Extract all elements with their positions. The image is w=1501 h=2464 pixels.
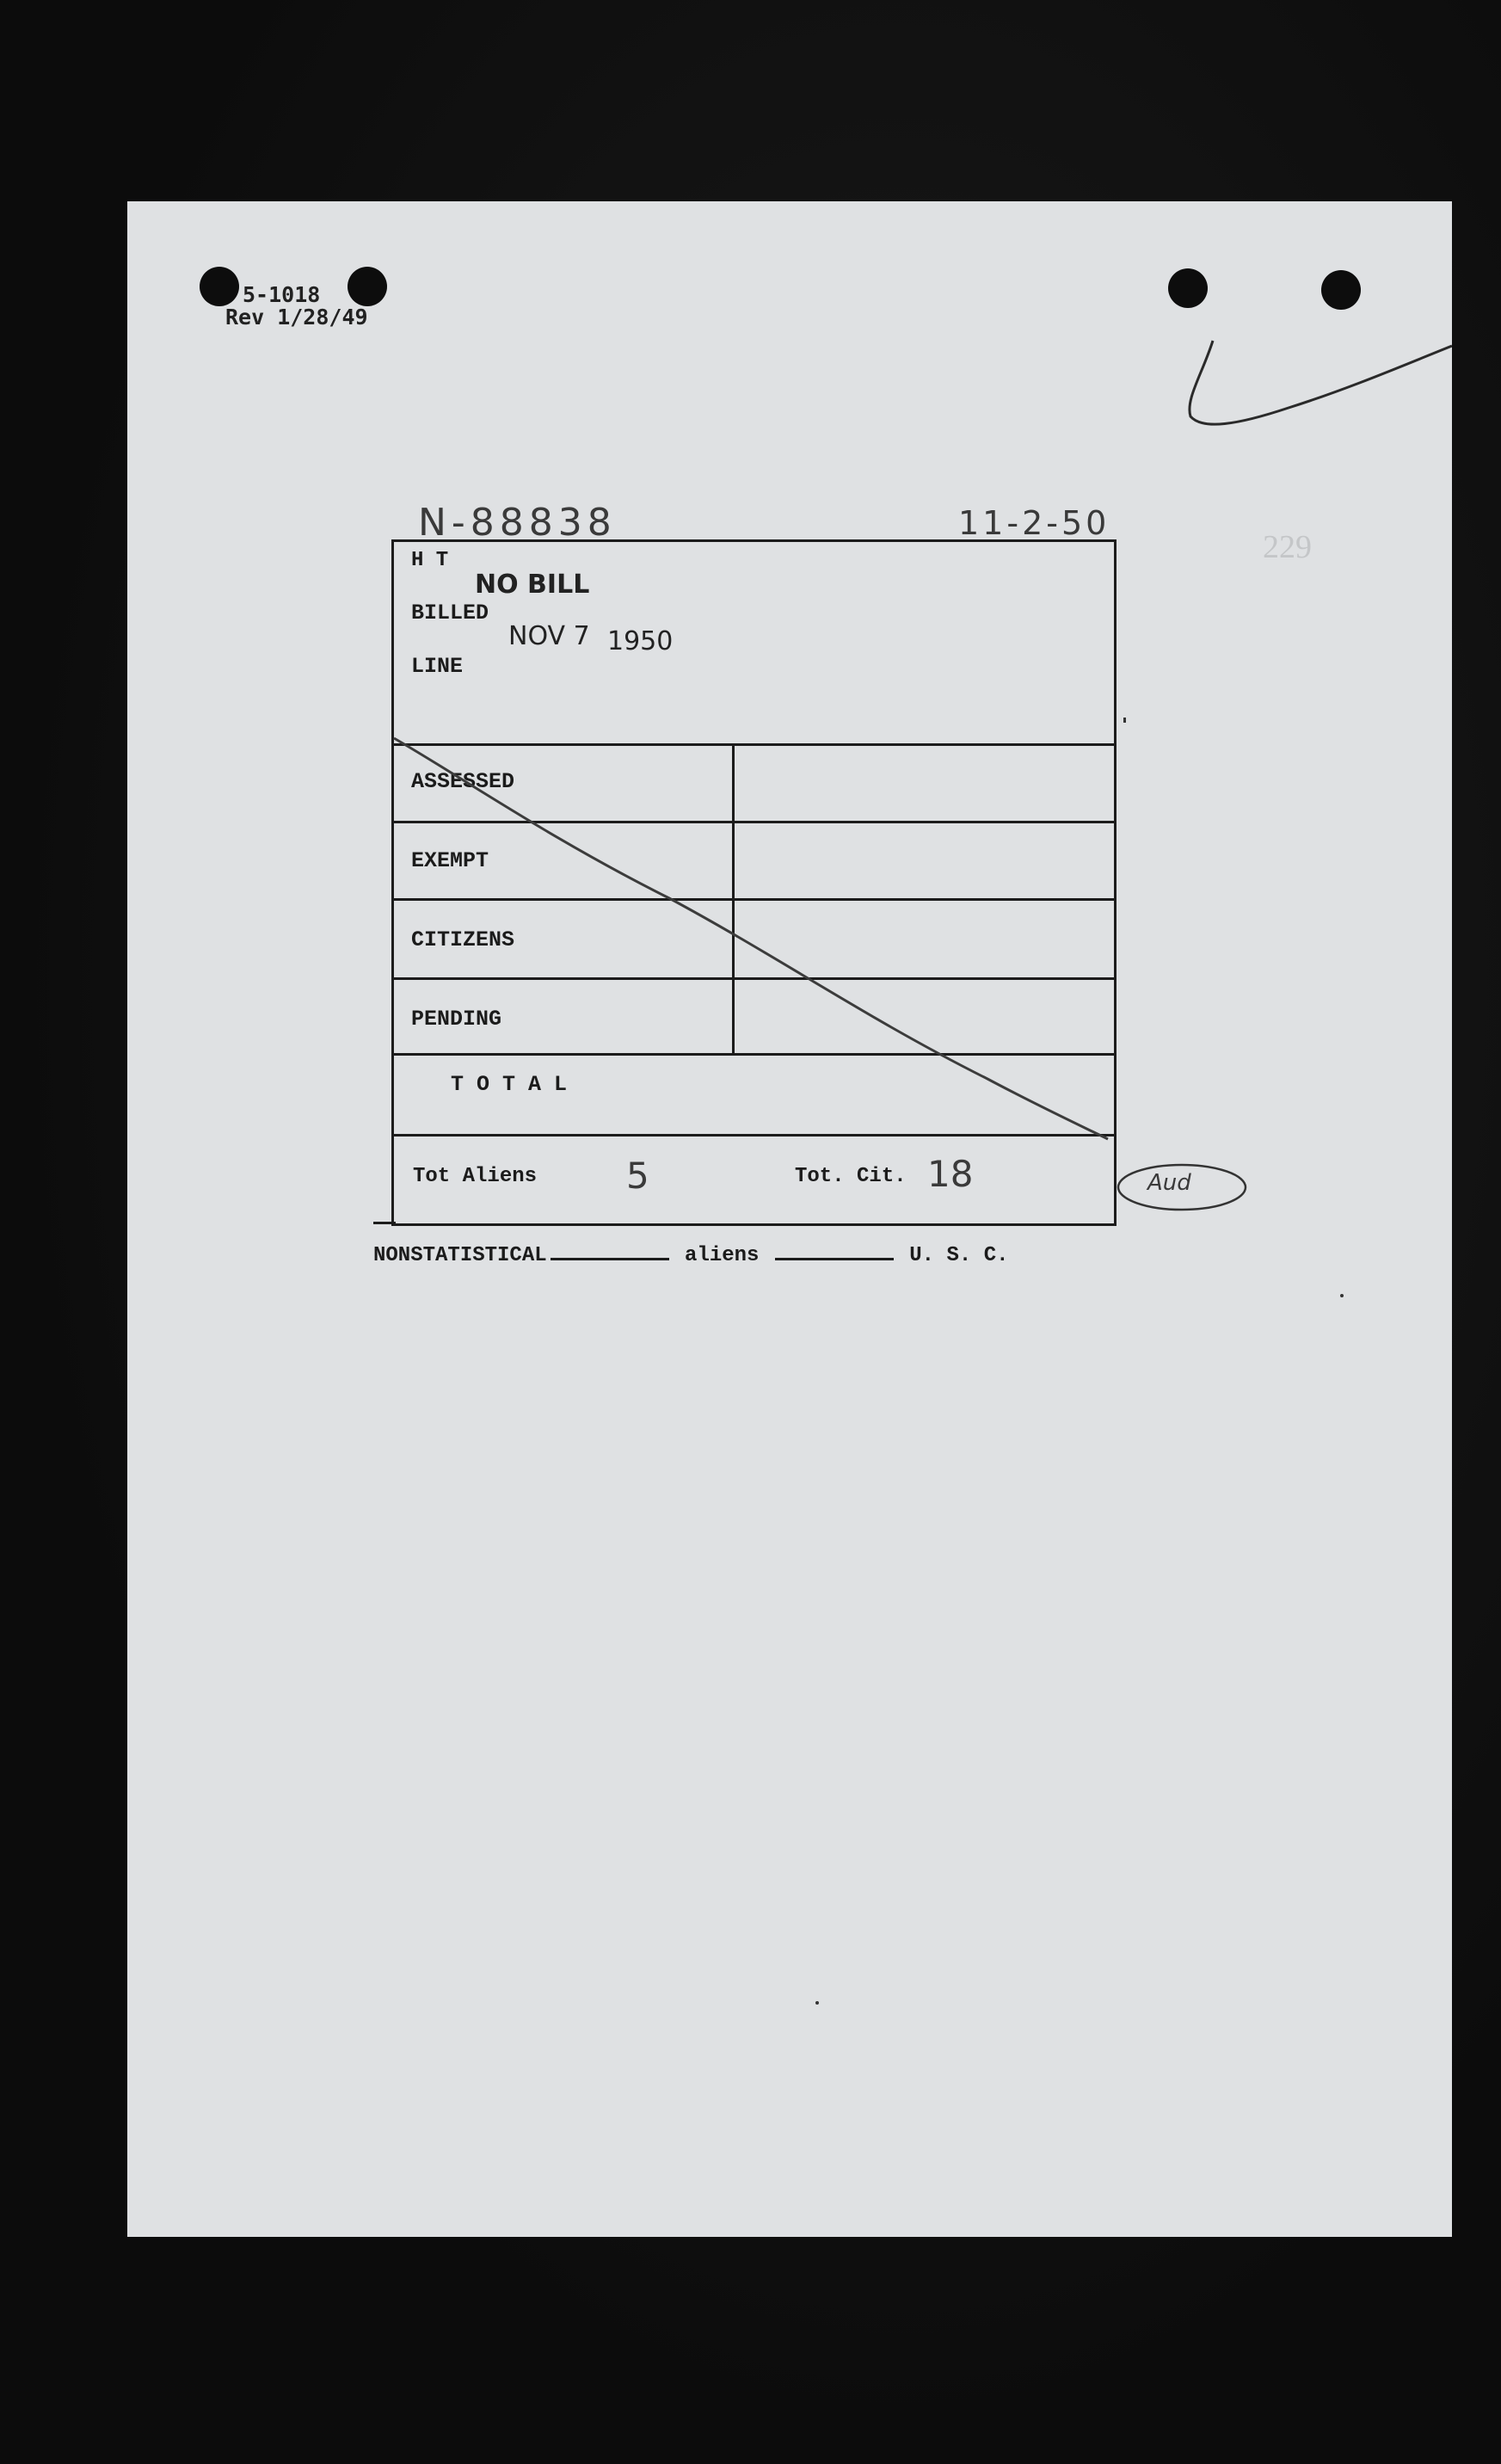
tot-aliens-label: Tot Aliens bbox=[413, 1165, 538, 1188]
no-bill-stamp: NO BILL bbox=[475, 570, 590, 600]
row-citizens: CITIZENS bbox=[411, 927, 515, 952]
speck-1 bbox=[815, 2001, 819, 2005]
row-pending: PENDING bbox=[411, 1007, 502, 1032]
row-assessed: ASSESSED bbox=[411, 769, 515, 794]
form-code-block bbox=[225, 282, 368, 330]
tot-aliens-value: 5 bbox=[626, 1155, 649, 1197]
line-label: LINE bbox=[411, 654, 464, 679]
page-number: 229 bbox=[1263, 529, 1312, 565]
row-exempt: EXEMPT bbox=[411, 848, 489, 873]
punch-hole-3 bbox=[1168, 268, 1208, 308]
nonstatistical-label: NONSTATISTICAL bbox=[373, 1244, 547, 1267]
case-number: N-88838 bbox=[418, 501, 617, 545]
tot-cit-label: Tot. Cit. bbox=[795, 1165, 907, 1188]
document-sheet bbox=[127, 201, 1452, 2237]
form-revision: Rev 1/28/49 bbox=[225, 305, 368, 330]
footer-line bbox=[373, 1242, 1009, 1267]
punch-hole-4 bbox=[1321, 270, 1361, 310]
check-mark-icon bbox=[1168, 339, 1452, 442]
stamp-date-month: NOV 7 bbox=[508, 621, 590, 651]
form-code: 5-1018 bbox=[243, 282, 321, 307]
circled-initials: Aud bbox=[1147, 1170, 1191, 1196]
usc-label: U. S. C. bbox=[909, 1244, 1009, 1267]
tot-cit-value: 18 bbox=[927, 1153, 974, 1195]
aliens-label: aliens bbox=[685, 1244, 760, 1267]
handwritten-date: 11-2-50 bbox=[958, 504, 1110, 542]
speck-2 bbox=[1340, 1294, 1344, 1297]
aliens-blank bbox=[775, 1242, 894, 1260]
total-label: T O T A L bbox=[451, 1072, 568, 1097]
stamp-date-year: 1950 bbox=[607, 626, 674, 656]
billed-label: BILLED bbox=[411, 601, 489, 625]
speck-3 bbox=[1123, 718, 1126, 723]
nonstatistical-blank bbox=[551, 1242, 669, 1260]
ht-label: H T bbox=[411, 549, 449, 572]
